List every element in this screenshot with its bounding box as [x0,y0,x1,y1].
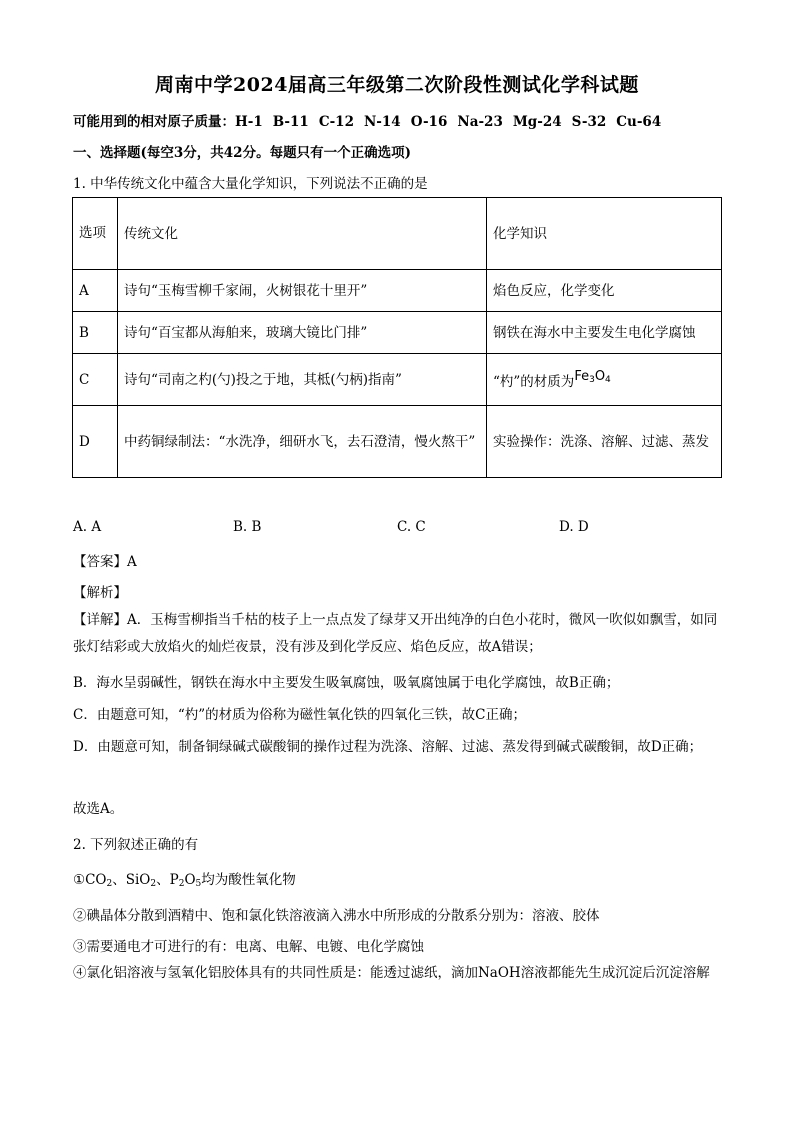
row-d-knowledge: 实验操作：洗涤、溶解、过滤、蒸发 [487,406,722,478]
atomic-mass-o: O-16 [410,114,448,130]
s1-p: 、P [156,872,179,888]
table-header-row [73,198,722,270]
q2-statement-4: ④氯化铝溶液与氢氧化铝胶体具有的共同性质是：能透过滤纸，滴加NaOH溶液都能先生成沉淀后沉淀溶解 [73,965,710,981]
answer-label: 【答案】A [73,554,137,570]
s1-sio: 、SiO [112,872,151,888]
s1-sub-2: 2 [150,879,157,889]
table-row [73,312,722,354]
page-title: 周南中学2024届高三年级第二次阶段性测试化学科试题 [155,74,639,96]
s1-sub-4: 5 [195,879,202,889]
row-a-option: A [73,270,118,312]
q2-statement-1 [73,868,296,889]
atomic-mass-s: S-32 [571,114,607,130]
row-b-knowledge: 钢铁在海水中主要发生电化学腐蚀 [487,312,722,354]
row-a-knowledge: 焰色反应，化学变化 [487,270,722,312]
header-culture: 传统文化 [118,198,487,270]
q2-statement-3: ③需要通电才可进行的有：电离、电解、电镀、电化学腐蚀 [73,939,424,955]
detail-b: B．海水呈弱碱性，钢铁在海水中主要发生吸氧腐蚀，吸氧腐蚀属于电化学腐蚀，故B正确； [73,675,620,691]
q2-stem: 2. 下列叙述正确的有 [73,837,199,853]
atomic-mass-na: Na-23 [457,114,503,130]
s1-o: O [184,872,196,888]
formula-fe: Fe [574,369,590,384]
option-a: A. A [73,519,102,535]
row-c-culture: 诗句“司南之杓(勺)投之于地，其柢(勺柄)指南” [118,354,487,406]
atomic-mass-n: N-14 [363,114,401,130]
table-row [73,270,722,312]
detail-c: C．由题意可知，“杓”的材质为俗称为磁性氧化铁的四氧化三铁，故C正确； [73,707,526,723]
option-c: C. C [397,519,426,535]
row-b-culture: 诗句“百宝都从海舶来，玻璃大镜比门排” [118,312,487,354]
s1-sub-1: 2 [106,879,113,889]
atomic-mass-c: C-12 [318,114,354,130]
table-row [73,406,722,478]
s1-tail: 均为酸性氧化物 [201,872,296,888]
analysis-label: 【解析】 [73,585,127,601]
header-option: 选项 [73,198,118,270]
s1-co: ①CO [73,872,107,888]
formula-sub-4: 4 [605,375,611,385]
row-d-option: D [73,406,118,478]
formula-sub-3: 3 [589,375,595,385]
option-b: B. B [233,519,262,535]
formula-fe3o4 [574,369,610,384]
row-c-knowledge-text: “杓”的材质为 [493,374,575,390]
q1-stem: 1. 中华传统文化中蕴含大量化学知识，下列说法不正确的是 [73,176,428,192]
atomic-mass-line [73,110,671,130]
atomic-mass-mg: Mg-24 [512,114,562,130]
section-heading: 一、选择题(每空3分，共42分。每题只有一个正确选项) [73,145,411,161]
row-a-culture: 诗句“玉梅雪柳千家闹，火树银花十里开” [118,270,487,312]
atomic-mass-cu: Cu-64 [616,114,662,130]
q2-statement-2: ②碘晶体分散到酒精中、饱和氯化铁溶液滴入沸水中所形成的分散系分别为：溶液、胶体 [73,908,600,924]
row-b-option: B [73,312,118,354]
atomic-mass-b: B-11 [272,114,309,130]
s1-sub-3: 2 [178,879,185,889]
row-c-option: C [73,354,118,406]
q1-table [72,197,722,478]
atomic-mass-h: H-1 [235,114,263,130]
atomic-mass-label: 可能用到的相对原子质量： [73,114,235,130]
conclusion: 故选A。 [73,801,124,817]
detail-a: 【详解】A．玉梅雪柳指当千枯的枝子上一点点发了绿芽又开出纯净的白色小花时，微风一吹似如飘雪，如同张灯结彩或大放焰火的灿烂夜景，没有涉及到化学反应、焰色反应，故A错误； [73,612,718,655]
formula-o: O [594,369,606,384]
row-c-knowledge [487,354,722,406]
header-knowledge: 化学知识 [487,198,722,270]
option-d: D. D [559,519,589,535]
table-row [73,354,722,406]
detail-d: D．由题意可知，制备铜绿碱式碳酸铜的操作过程为洗涤、溶解、过滤、蒸发得到碱式碳酸铜，故D正确； [73,739,703,755]
row-d-culture: 中药铜绿制法：“水洗净，细研水飞，去石澄清，慢火熬干” [118,406,487,478]
